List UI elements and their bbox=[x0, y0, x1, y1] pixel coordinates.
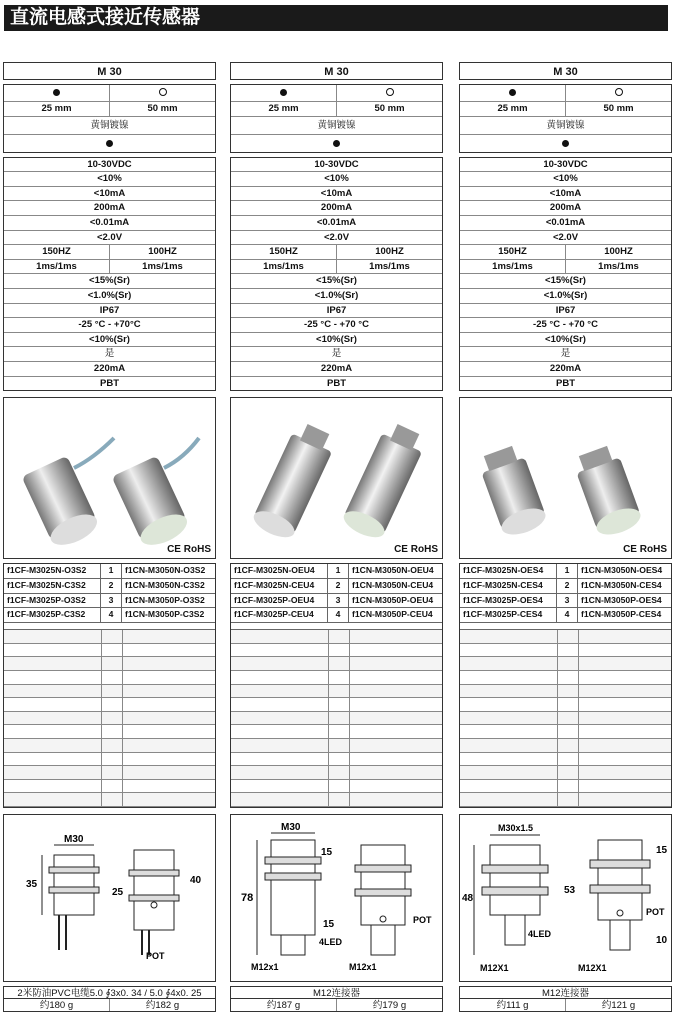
rohs-mark: RoHS bbox=[639, 544, 667, 556]
dim-top: M30x1.5 bbox=[498, 823, 534, 833]
leak-current: <0.01mA bbox=[89, 216, 130, 228]
model-flush: f1CF-M3025P-CES4 bbox=[460, 608, 557, 622]
hysteresis: <15%(Sr) bbox=[316, 275, 357, 287]
leak-current: <0.01mA bbox=[316, 216, 357, 228]
product-photo bbox=[459, 397, 672, 559]
nonflush-circle-icon bbox=[615, 88, 623, 96]
empty-row bbox=[231, 725, 442, 739]
model-flush: f1CF-M3025N-CEU4 bbox=[231, 579, 328, 593]
model-nonflush: f1CN-M3050P-O3S2 bbox=[125, 594, 205, 605]
empty-rows bbox=[4, 630, 215, 807]
empty-row bbox=[231, 657, 442, 671]
noload-current: <10mA bbox=[549, 187, 582, 199]
empty-row bbox=[460, 712, 671, 726]
model-table bbox=[230, 563, 443, 808]
model-nonflush: f1CN-M3050N-CES4 bbox=[581, 579, 662, 590]
empty-row bbox=[460, 766, 671, 780]
material: 黄铜镀镍 bbox=[546, 119, 585, 131]
cable-info: M12连接器 bbox=[230, 986, 443, 999]
model-nonflush: f1CN-M3050P-OEU4 bbox=[352, 594, 434, 605]
page-title: 直流电感式接近传感器 bbox=[4, 5, 668, 31]
ripple: <10% bbox=[324, 173, 349, 185]
model-nonflush: f1CN-M3050P-OES4 bbox=[581, 594, 662, 605]
empty-row bbox=[460, 793, 671, 807]
dim-h1: 35 bbox=[26, 879, 38, 890]
dim-top: M30 bbox=[281, 822, 301, 833]
time-flush: 1ms/1ms bbox=[492, 260, 533, 272]
distance-flush: 25 mm bbox=[268, 103, 299, 114]
model-nonflush: f1CN-M3050N-C3S2 bbox=[125, 579, 205, 590]
model-index: 1 bbox=[328, 564, 349, 578]
temperature: -25 °C - +70 °C bbox=[304, 319, 369, 331]
voltage-drop: <2.0V bbox=[552, 231, 579, 243]
time-nonflush: 1ms/1ms bbox=[109, 260, 215, 274]
short-circuit: 220mA bbox=[549, 362, 582, 374]
empty-row bbox=[231, 753, 442, 767]
rohs-mark: RoHS bbox=[410, 544, 438, 556]
empty-row bbox=[231, 671, 442, 685]
ip-rating: IP67 bbox=[555, 304, 576, 316]
empty-row bbox=[460, 780, 671, 794]
flush-dot-icon bbox=[53, 89, 60, 96]
spec-column-1 bbox=[3, 62, 216, 1012]
dim-h2: 48 bbox=[462, 893, 474, 904]
weight-nonflush: 约182 g bbox=[109, 999, 215, 1011]
flush-dot-icon bbox=[280, 89, 287, 96]
model-flush: f1CF-M3025P-OES4 bbox=[460, 594, 557, 608]
empty-row bbox=[460, 725, 671, 739]
model-nonflush: f1CN-M3050P-CES4 bbox=[581, 609, 662, 620]
ripple: <10% bbox=[97, 173, 122, 185]
model-flush: f1CF-M3025N-O3S2 bbox=[4, 564, 101, 578]
freq-flush: 150HZ bbox=[42, 246, 71, 258]
supply: 10-30VDC bbox=[87, 158, 132, 170]
sensor-short-image bbox=[460, 398, 671, 558]
housing: PBT bbox=[556, 377, 575, 389]
ripple: <10% bbox=[553, 173, 578, 185]
model-table bbox=[3, 563, 216, 808]
noload-current: <10mA bbox=[320, 187, 353, 199]
protection: 是 bbox=[560, 348, 571, 360]
model-index: 4 bbox=[557, 608, 578, 622]
empty-rows bbox=[460, 630, 671, 807]
empty-row bbox=[231, 630, 442, 644]
empty-row bbox=[4, 657, 215, 671]
hysteresis: <15%(Sr) bbox=[89, 275, 130, 287]
sensor-connector-image bbox=[231, 398, 442, 558]
model-index: 4 bbox=[328, 608, 349, 622]
protection: 是 bbox=[331, 348, 342, 360]
short-circuit: 220mA bbox=[320, 362, 353, 374]
model-flush: f1CF-M3025P-O3S2 bbox=[4, 594, 101, 608]
empty-row bbox=[460, 685, 671, 699]
model-nonflush: f1CN-M3050N-O3S2 bbox=[125, 565, 206, 576]
empty-row bbox=[4, 725, 215, 739]
material: 黄铜镀镍 bbox=[90, 119, 129, 131]
model-nonflush: f1CN-M3050N-OES4 bbox=[581, 565, 663, 576]
load-current: 200mA bbox=[320, 202, 353, 214]
dim-pot: POT bbox=[146, 951, 165, 961]
sensor-cable-image bbox=[4, 398, 215, 558]
spec-column-3 bbox=[459, 62, 672, 1012]
weight-flush: 约111 g bbox=[496, 1000, 529, 1011]
material-dot-icon bbox=[106, 140, 113, 147]
short-circuit: 220mA bbox=[93, 362, 126, 374]
empty-row bbox=[4, 753, 215, 767]
weight-flush: 约180 g bbox=[39, 1000, 74, 1011]
dimension-drawing bbox=[459, 814, 672, 982]
model-index: 2 bbox=[328, 579, 349, 593]
spec-column-2 bbox=[230, 62, 443, 1012]
size-header: M 30 bbox=[3, 62, 216, 80]
empty-row bbox=[4, 793, 215, 807]
empty-row bbox=[231, 698, 442, 712]
dim-conn2: M12x1 bbox=[349, 962, 377, 972]
temp-drift: <10%(Sr) bbox=[545, 333, 586, 345]
empty-row bbox=[231, 644, 442, 658]
empty-row bbox=[460, 657, 671, 671]
dim-pot: POT bbox=[413, 915, 432, 925]
model-flush: f1CF-M3025N-OES4 bbox=[460, 564, 557, 578]
load-current: 200mA bbox=[93, 202, 126, 214]
model-flush: f1CF-M3025N-C3S2 bbox=[4, 579, 101, 593]
empty-row bbox=[460, 644, 671, 658]
voltage-drop: <2.0V bbox=[96, 231, 123, 243]
housing: PBT bbox=[327, 377, 346, 389]
distance-nonflush: 50 mm bbox=[336, 102, 442, 116]
dim-h1: 15 bbox=[656, 845, 668, 856]
empty-row bbox=[231, 712, 442, 726]
empty-rows bbox=[231, 630, 442, 807]
time-flush: 1ms/1ms bbox=[36, 260, 77, 272]
model-nonflush: f1CN-M3050P-CEU4 bbox=[352, 609, 433, 620]
weight-flush: 约187 g bbox=[266, 1000, 301, 1011]
product-photo bbox=[230, 397, 443, 559]
time-nonflush: 1ms/1ms bbox=[565, 260, 671, 274]
repeatability: <1.0%(Sr) bbox=[543, 289, 588, 301]
material: 黄铜镀镍 bbox=[317, 119, 356, 131]
dim-conn1: M12x1 bbox=[251, 962, 279, 972]
distance-flush: 25 mm bbox=[497, 103, 528, 114]
protection: 是 bbox=[104, 348, 115, 360]
empty-row bbox=[460, 630, 671, 644]
nonflush-circle-icon bbox=[159, 88, 167, 96]
dim-h3: 53 bbox=[564, 885, 576, 896]
freq-nonflush: 100HZ bbox=[109, 245, 215, 259]
dim-h1: 15 bbox=[321, 847, 333, 858]
model-index: 3 bbox=[101, 594, 122, 608]
dim-led: 4LED bbox=[528, 929, 552, 939]
empty-row bbox=[460, 753, 671, 767]
size-header: M 30 bbox=[459, 62, 672, 80]
empty-row bbox=[231, 793, 442, 807]
empty-row bbox=[4, 712, 215, 726]
flush-dot-icon bbox=[509, 89, 516, 96]
empty-row bbox=[4, 780, 215, 794]
dimension-svg bbox=[460, 815, 671, 981]
empty-row bbox=[4, 644, 215, 658]
model-nonflush: f1CN-M3050N-CEU4 bbox=[352, 579, 434, 590]
model-index: 2 bbox=[101, 579, 122, 593]
product-photo bbox=[3, 397, 216, 559]
distance-nonflush: 50 mm bbox=[565, 102, 671, 116]
model-nonflush: f1CN-M3050P-C3S2 bbox=[125, 609, 205, 620]
nonflush-circle-icon bbox=[386, 88, 394, 96]
hysteresis: <15%(Sr) bbox=[545, 275, 586, 287]
load-current: 200mA bbox=[549, 202, 582, 214]
size-header: M 30 bbox=[230, 62, 443, 80]
cable-info: M12连接器 bbox=[459, 986, 672, 999]
ce-mark: CE bbox=[167, 544, 181, 556]
dim-h4: 10 bbox=[656, 935, 668, 946]
noload-current: <10mA bbox=[93, 187, 126, 199]
temp-drift: <10%(Sr) bbox=[89, 333, 130, 345]
model-index: 1 bbox=[557, 564, 578, 578]
supply: 10-30VDC bbox=[543, 158, 588, 170]
model-flush: f1CF-M3025P-C3S2 bbox=[4, 608, 101, 622]
ip-rating: IP67 bbox=[326, 304, 347, 316]
cable-info: 2米防油PVC电缆5.0 ∮3x0. 34 / 5.0 ∮4x0. 25 bbox=[3, 986, 216, 999]
empty-row bbox=[4, 739, 215, 753]
empty-row bbox=[460, 698, 671, 712]
material-dot-icon bbox=[562, 140, 569, 147]
model-nonflush: f1CN-M3050N-OEU4 bbox=[352, 565, 434, 576]
freq-flush: 150HZ bbox=[269, 246, 298, 258]
ip-rating: IP67 bbox=[99, 304, 120, 316]
empty-row bbox=[4, 685, 215, 699]
weight-nonflush: 约179 g bbox=[336, 999, 442, 1011]
empty-row bbox=[4, 630, 215, 644]
temperature: -25 °C - +70 °C bbox=[533, 319, 598, 331]
empty-row bbox=[4, 698, 215, 712]
repeatability: <1.0%(Sr) bbox=[314, 289, 359, 301]
dim-conn1: M12X1 bbox=[480, 963, 509, 973]
ce-mark: CE bbox=[623, 544, 637, 556]
dim-led: 4LED bbox=[319, 937, 343, 947]
time-nonflush: 1ms/1ms bbox=[336, 260, 442, 274]
empty-row bbox=[460, 671, 671, 685]
voltage-drop: <2.0V bbox=[323, 231, 350, 243]
dimension-svg bbox=[4, 815, 215, 981]
model-flush: f1CF-M3025P-CEU4 bbox=[231, 608, 328, 622]
model-flush: f1CF-M3025P-OEU4 bbox=[231, 594, 328, 608]
empty-row bbox=[231, 766, 442, 780]
empty-row bbox=[231, 739, 442, 753]
empty-row bbox=[4, 671, 215, 685]
distance-flush: 25 mm bbox=[41, 103, 72, 114]
model-index: 2 bbox=[557, 579, 578, 593]
model-index: 1 bbox=[101, 564, 122, 578]
freq-flush: 150HZ bbox=[498, 246, 527, 258]
dim-h2: 78 bbox=[241, 892, 254, 904]
temperature: -25 °C - +70°C bbox=[78, 319, 141, 331]
temp-drift: <10%(Sr) bbox=[316, 333, 357, 345]
model-flush: f1CF-M3025N-OEU4 bbox=[231, 564, 328, 578]
ce-mark: CE bbox=[394, 544, 408, 556]
dim-pot: POT bbox=[646, 907, 665, 917]
leak-current: <0.01mA bbox=[545, 216, 586, 228]
dimension-drawing bbox=[230, 814, 443, 982]
time-flush: 1ms/1ms bbox=[263, 260, 304, 272]
dim-h3: 40 bbox=[190, 875, 202, 886]
weight-nonflush: 约121 g bbox=[565, 999, 671, 1011]
dim-top: M30 bbox=[64, 834, 84, 845]
housing: PBT bbox=[100, 377, 119, 389]
empty-row bbox=[231, 685, 442, 699]
freq-nonflush: 100HZ bbox=[565, 245, 671, 259]
model-index: 4 bbox=[101, 608, 122, 622]
repeatability: <1.0%(Sr) bbox=[87, 289, 132, 301]
material-dot-icon bbox=[333, 140, 340, 147]
model-index: 3 bbox=[328, 594, 349, 608]
empty-row bbox=[460, 739, 671, 753]
distance-nonflush: 50 mm bbox=[109, 102, 215, 116]
model-flush: f1CF-M3025N-CES4 bbox=[460, 579, 557, 593]
dim-conn2: M12X1 bbox=[578, 963, 607, 973]
rohs-mark: RoHS bbox=[183, 544, 211, 556]
dim-h3: 15 bbox=[323, 919, 335, 930]
empty-row bbox=[4, 766, 215, 780]
freq-nonflush: 100HZ bbox=[336, 245, 442, 259]
dimension-drawing bbox=[3, 814, 216, 982]
dim-h2: 25 bbox=[112, 887, 124, 898]
model-index: 3 bbox=[557, 594, 578, 608]
model-table bbox=[459, 563, 672, 808]
supply: 10-30VDC bbox=[314, 158, 359, 170]
dimension-svg bbox=[231, 815, 442, 981]
empty-row bbox=[231, 780, 442, 794]
